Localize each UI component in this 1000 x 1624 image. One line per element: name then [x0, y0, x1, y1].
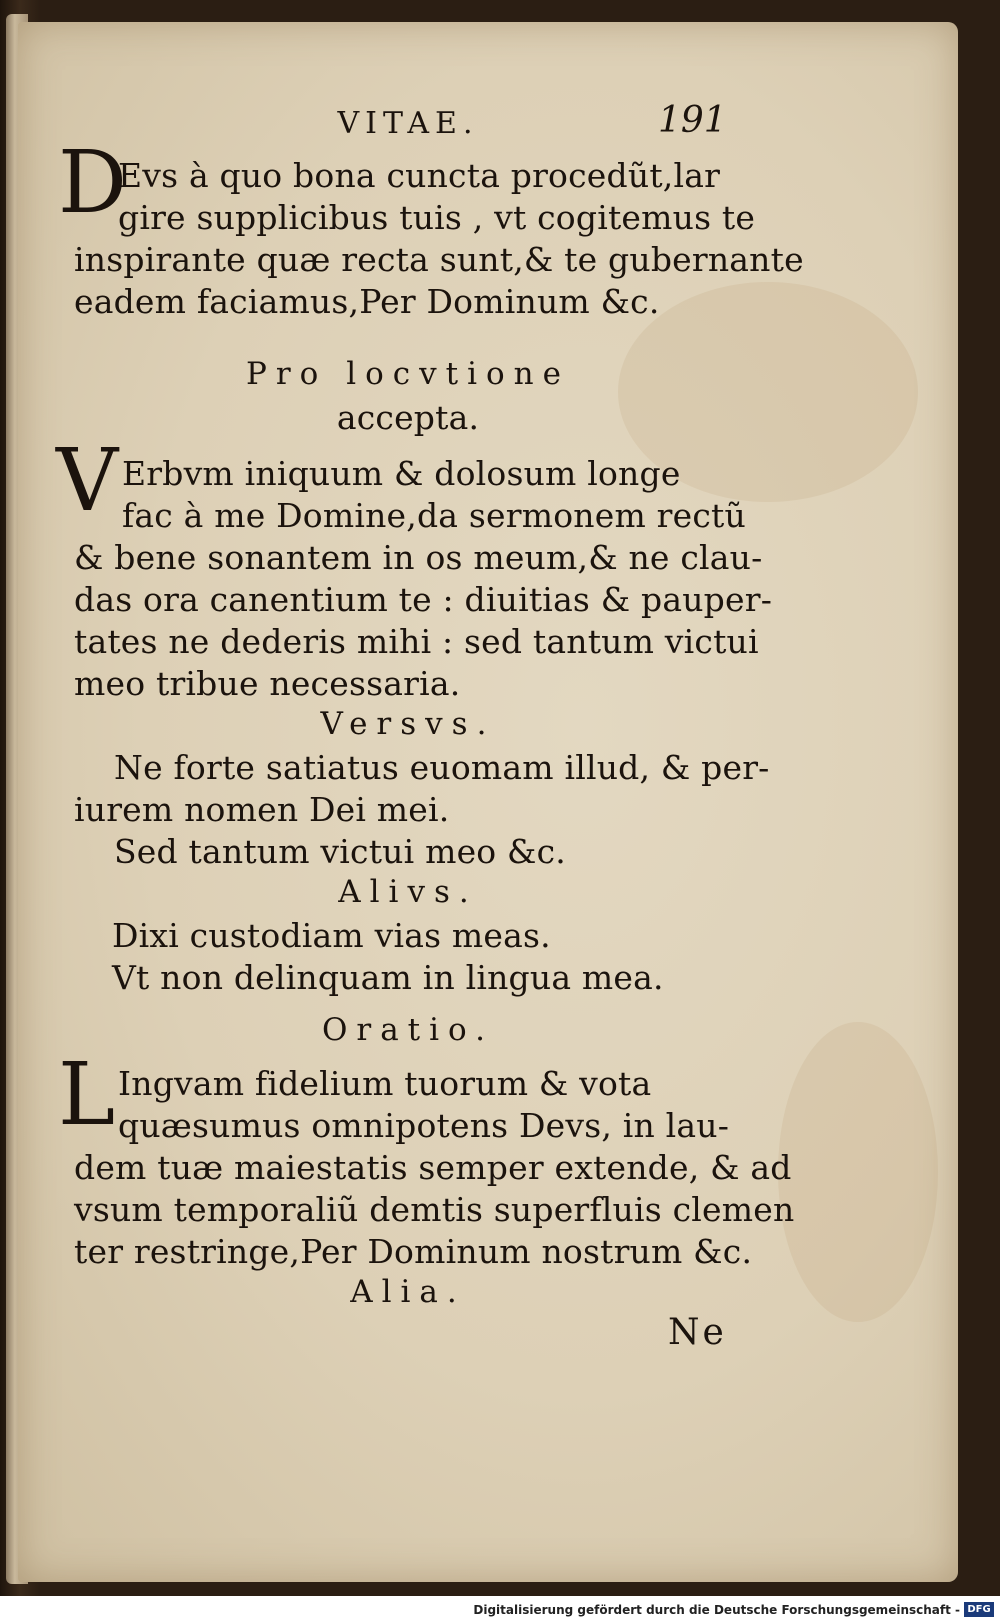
text-line: iurem nomen Dei mei.	[74, 790, 450, 829]
drop-cap: L	[58, 1045, 116, 1145]
text-line: tates ne dederis mihi : sed tantum victui	[74, 622, 759, 661]
text-line: Evs à quo bona cuncta procedũt,lar	[118, 156, 721, 195]
text-line: inspirante quæ recta sunt,& te gubernante	[74, 240, 804, 279]
text-line: dem tuæ maiestatis semper extende, & ad	[74, 1148, 792, 1187]
text-line: gire supplicibus tuis , vt cogitemus te	[118, 198, 756, 237]
footer-credit-text: Digitalisierung gefördert durch die Deutsche Forschungsgemeinschaft -	[473, 1603, 960, 1617]
text-line: Sed tantum victui meo &c.	[114, 832, 566, 871]
text-line: das ora canentium te : diuitias & pauper-	[74, 580, 773, 619]
text-line: Dixi custodiam vias meas.	[112, 916, 551, 955]
catchword: Ne	[668, 1312, 727, 1353]
section-heading-sub: accepta.	[336, 398, 480, 437]
drop-cap: D	[58, 133, 127, 233]
page-text	[18, 22, 958, 1582]
digitization-footer	[0, 1596, 1000, 1624]
dfg-logo-icon: DFG	[964, 1602, 994, 1617]
text-line: Ne forte satiatus euomam illud, & per-	[114, 748, 770, 787]
text-line: meo tribue necessaria.	[74, 664, 461, 703]
section-heading: Alia.	[350, 1274, 466, 1310]
section-heading: Oratio.	[321, 1012, 495, 1048]
section-heading: Alivs.	[338, 874, 478, 910]
drop-cap: V	[56, 431, 119, 531]
text-line: Vt non delinquam in lingua mea.	[112, 958, 664, 997]
text-line: ter restringe,Per Dominum nostrum &c.	[74, 1232, 753, 1271]
text-line: Ingvam fidelium tuorum & vota	[118, 1064, 652, 1103]
page-number: 191	[658, 100, 727, 141]
text-line: & bene sonantem in os meum,& ne clau-	[74, 538, 763, 577]
book-page	[18, 22, 958, 1582]
running-head: VITAE.	[337, 106, 479, 141]
text-line: fac à me Domine,da sermonem rectũ	[122, 496, 746, 535]
text-line: Erbvm iniquum & dolosum longe	[122, 454, 681, 493]
text-line: quæsumus omnipotens Devs, in lau-	[118, 1106, 730, 1145]
text-line: eadem faciamus,Per Dominum &c.	[74, 282, 660, 321]
section-heading: Versvs.	[320, 706, 496, 742]
text-line: vsum temporaliũ demtis superfluis clemen	[74, 1190, 795, 1229]
section-heading: Pro locvtione	[246, 356, 570, 392]
